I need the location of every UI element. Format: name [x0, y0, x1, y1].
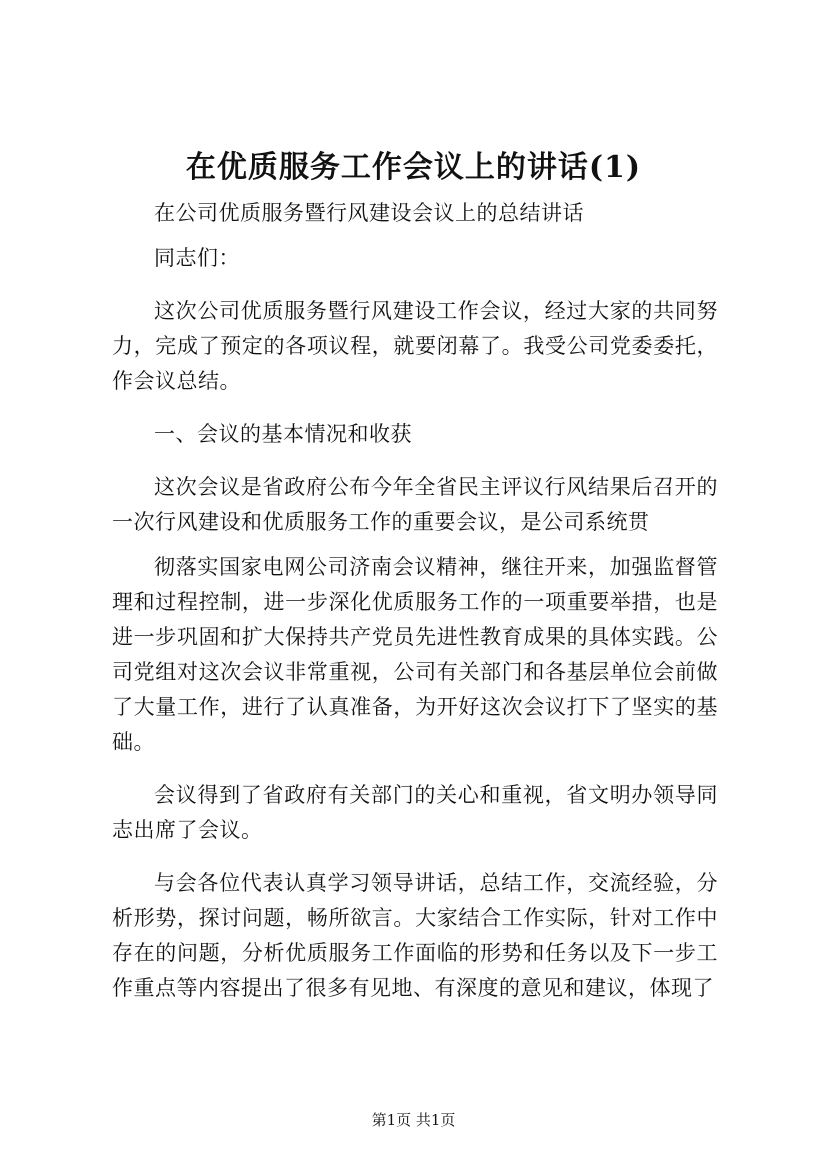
document-body — [112, 196, 718, 1006]
paragraph-representatives: 与会各位代表认真学习领导讲话，总结工作，交流经验，分析形势，探讨问题，畅所欲言。大家结合工作实际，针对工作中存在的问题，分析优质服务工作面临的形势和任务以及下一步工作重点等内容提出了很多有见地、有深度的意见和建议，体现了 — [112, 871, 718, 1000]
section-heading-1: 一、会议的基本情况和收获 — [154, 422, 412, 446]
paragraph-subtitle: 在公司优质服务暨行风建设会议上的总结讲话 — [154, 201, 584, 225]
paragraph-government-attention: 会议得到了省政府有关部门的关心和重视，省文明办领导同志出席了会议。 — [112, 783, 718, 842]
document-title: 在优质服务工作会议上的讲话(1) — [185, 150, 642, 185]
paragraph-salutation: 同志们： — [154, 246, 240, 270]
paragraph-meeting-intro: 这次会议是省政府公布今年全省民主评议行风结果后召开的一次行风建设和优质服务工作的重要会议，是公司系统贯 — [112, 475, 718, 534]
page-footer: 第1页 共1页 — [371, 1111, 456, 1129]
paragraph-meeting-detail: 彻落实国家电网公司济南会议精神，继往开来，加强监督管理和过程控制，进一步深化优质服务工作的一项重要举措，也是进一步巩固和扩大保持共产党员先进性教育成果的具体实践。公司党组对这次会议非常重视，公司有关部门和各基层单位会前做了大量工作，进行了认真准备，为开好这次会议打下了坚实的基础。 — [112, 555, 718, 754]
paragraph-opening: 这次公司优质服务暨行风建设工作会议，经过大家的共同努力，完成了预定的各项议程，就要闭幕了。我受公司党委委托，作会议总结。 — [112, 299, 718, 393]
